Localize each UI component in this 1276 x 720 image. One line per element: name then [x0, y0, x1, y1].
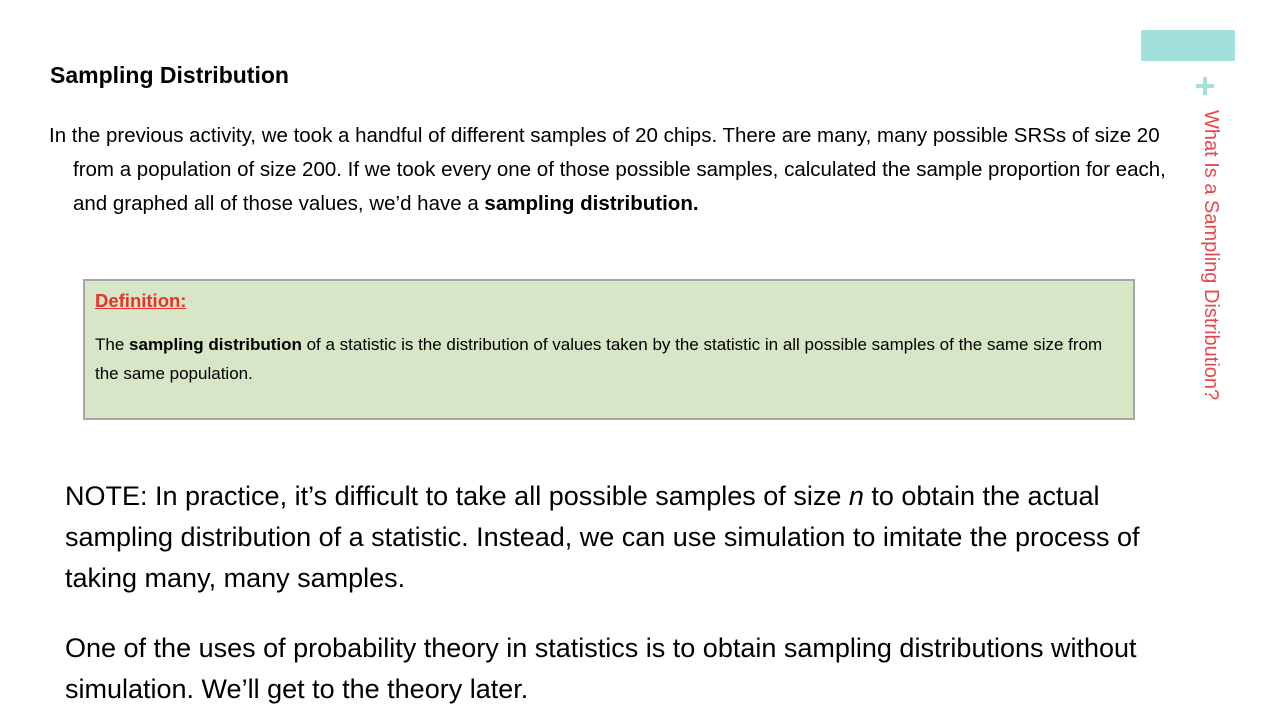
probability-paragraph: One of the uses of probability theory in statistics is to obtain sampling distributions without simulation. We’ll get to the theory later.: [65, 633, 1137, 704]
intro-bold-term: sampling distribution.: [484, 192, 699, 215]
note-pre: NOTE: In practice, it’s difficult to take all possible samples of size: [65, 481, 849, 511]
plus-icon: [1196, 77, 1214, 95]
side-title: What Is a Sampling Distribution?: [1200, 110, 1222, 401]
definition-text: [95, 330, 1110, 388]
intro-text: In the previous activity, we took a handful of different samples of 20 chips. There are many, many possible SRSs of size 20 from a population of size 200. If we took every one of those possible samples, calculated the sample proportion for each, and graphed all of those values, we’d have a: [49, 124, 1166, 215]
definition-title: Definition:: [95, 290, 187, 311]
definition-post: of a statistic is the distribution of values taken by the statistic in all possible samples of the same size from the same population.: [95, 335, 1103, 383]
definition-box: [83, 279, 1135, 420]
intro-paragraph: [49, 119, 1178, 221]
note-variable: n: [848, 481, 864, 511]
definition-pre: The: [95, 335, 130, 354]
note-paragraph: [65, 476, 1155, 599]
slide-heading: Sampling Distribution: [50, 62, 289, 88]
definition-term: sampling distribution: [129, 335, 302, 354]
accent-bar: [1141, 30, 1235, 61]
note-post: to obtain the actual sampling distribution of a statistic. Instead, we can use simulation to imitate the process of taking many, many samples.: [65, 481, 1140, 593]
